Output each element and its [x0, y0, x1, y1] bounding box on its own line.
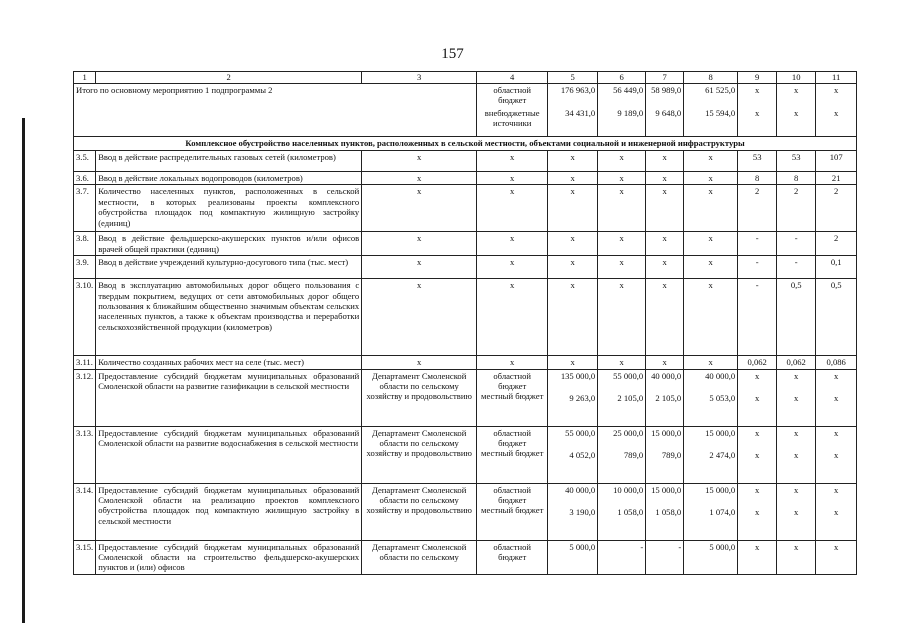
- cell-gap: [550, 438, 595, 450]
- cell-gap: [686, 552, 735, 564]
- sources-cell: [477, 540, 548, 574]
- subsidy-row: [74, 426, 857, 483]
- subsidy-c6-cell: [598, 483, 646, 540]
- subsidy-c7-cell: [646, 426, 684, 483]
- total-c8-cell: [684, 84, 738, 137]
- measure-name: Предоставление субсидий бюджетам муниципальных образований Смоленской области на строительство фельдшерско-акушерских пунктов и (или) офисов: [96, 540, 362, 574]
- indicator-c9-cell: -: [738, 232, 777, 256]
- measure-name: Предоставление субсидий бюджетам муниципальных образований Смоленской области на реализацию проектов комплексного обустройства площадок под компактную жилищную застройку в сельской местности: [96, 483, 362, 540]
- value-line: х: [794, 370, 799, 381]
- source-local-budget: местный бюджет: [481, 391, 544, 402]
- value-line: 1 058,0: [617, 507, 644, 518]
- indicator-c4-cell: х: [477, 185, 548, 232]
- indicator-c7-cell: х: [646, 185, 684, 232]
- value-line: 15 594,0: [705, 108, 736, 119]
- value-line: 55 000,0: [565, 427, 596, 438]
- row-number: 3.13.: [74, 426, 96, 483]
- indicator-c5-cell: х: [548, 151, 598, 172]
- header-number-cell: 11: [816, 72, 857, 84]
- indicator-c10-cell: 0,5: [777, 279, 816, 356]
- row-number: 3.11.: [74, 356, 96, 369]
- value-line: 15 000,0: [651, 484, 682, 495]
- value-line: 15 000,0: [705, 427, 736, 438]
- total-c9-cell: [738, 84, 777, 137]
- value-line: 55 000,0: [613, 370, 644, 381]
- indicator-c10-cell: 8: [777, 172, 816, 185]
- value-line: х: [794, 427, 799, 438]
- indicator-name: Количество созданных рабочих мест на селе (тыс. мест): [96, 356, 362, 369]
- header-number-cell: 6: [598, 72, 646, 84]
- source-regional-budget: областной бюджет: [493, 427, 531, 449]
- subsidy-c9-cell: [738, 426, 777, 483]
- value-line: х: [794, 393, 799, 404]
- cell-gap: [818, 438, 854, 450]
- indicator-c7-cell: х: [646, 172, 684, 185]
- value-line: х: [755, 108, 760, 119]
- value-line: х: [755, 427, 760, 438]
- indicator-c10-cell: 0,062: [777, 356, 816, 369]
- indicator-name: Ввод в действие учреждений культурно-досугового типа (тыс. мест): [96, 256, 362, 279]
- value-line: -: [678, 541, 682, 552]
- total-c5-cell: [548, 84, 598, 137]
- value-line: 25 000,0: [613, 427, 644, 438]
- indicator-c11-cell: 0,1: [816, 256, 857, 279]
- executor-cell: Департамент Смоленской области по сельскому хозяйству и продовольствию: [362, 369, 477, 426]
- row-number: 3.5.: [74, 151, 96, 172]
- indicator-row: [74, 172, 857, 185]
- subsidy-c10-cell: [777, 426, 816, 483]
- cell-gap: [648, 552, 681, 564]
- indicator-row: [74, 256, 857, 279]
- value-line: х: [755, 393, 760, 404]
- indicator-c9-cell: 8: [738, 172, 777, 185]
- indicator-c5-cell: х: [548, 279, 598, 356]
- value-line: 5 000,0: [709, 541, 736, 552]
- subsidy-c10-cell: [777, 369, 816, 426]
- cell-gap: [686, 495, 735, 507]
- subsidy-c5-cell: [548, 426, 598, 483]
- cell-gap: [740, 552, 774, 564]
- indicator-c5-cell: х: [548, 256, 598, 279]
- section-title: Комплексное обустройство населенных пунктов, расположенных в сельской местности, объектами социальной и инженерной инфраструктуры: [74, 137, 857, 151]
- value-line: х: [794, 85, 799, 95]
- value-line: 34 431,0: [565, 108, 596, 119]
- source-local-budget: местный бюджет: [481, 505, 544, 516]
- cell-gap: [818, 381, 854, 393]
- subsidy-c7-cell: [646, 540, 684, 574]
- indicator-row: [74, 185, 857, 232]
- indicator-name: Ввод в действие распределительных газовых сетей (километров): [96, 151, 362, 172]
- executor-cell: Департамент Смоленской области по сельскому хозяйству и продовольствию: [362, 483, 477, 540]
- value-line: 789,0: [661, 450, 682, 461]
- indicator-row: [74, 356, 857, 369]
- value-line: 789,0: [623, 450, 644, 461]
- indicator-c6-cell: х: [598, 172, 646, 185]
- source-regional-budget: областной бюджет: [493, 370, 531, 392]
- cell-gap: [779, 381, 813, 393]
- indicator-c4-cell: х: [477, 232, 548, 256]
- source-regional-budget: областной бюджет: [493, 541, 531, 563]
- subsidy-c9-cell: [738, 540, 777, 574]
- indicator-c11-cell: 21: [816, 172, 857, 185]
- indicator-c3-cell: х: [362, 279, 477, 356]
- value-line: х: [834, 370, 839, 381]
- cell-gap: [779, 552, 813, 564]
- row-number: 3.8.: [74, 232, 96, 256]
- subsidy-c6-cell: [598, 426, 646, 483]
- indicator-c11-cell: 2: [816, 232, 857, 256]
- subsidy-c5-cell: [548, 540, 598, 574]
- value-line: 40 000,0: [565, 484, 596, 495]
- value-line: 15 000,0: [705, 484, 736, 495]
- cell-gap: [550, 495, 595, 507]
- indicator-c8-cell: х: [684, 356, 738, 369]
- cell-gap: [818, 495, 854, 507]
- header-number-cell: 2: [96, 72, 362, 84]
- source-regional-budget: областной бюджет: [493, 85, 531, 106]
- cell-gap: [600, 552, 643, 564]
- cell-gap: [779, 438, 813, 450]
- value-line: х: [794, 484, 799, 495]
- header-number-cell: 7: [646, 72, 684, 84]
- cell-gap: [550, 552, 595, 564]
- measure-name: Предоставление субсидий бюджетам муниципальных образований Смоленской области на развитие водоснабжения в сельской местности: [96, 426, 362, 483]
- indicator-name: Количество населенных пунктов, расположенных в сельской местности, в которых реализованы проекты комплексного обустройства площадок под компактную жилищную застройку (единиц): [96, 185, 362, 232]
- subsidy-c10-cell: [777, 540, 816, 574]
- header-number-cell: 4: [477, 72, 548, 84]
- indicator-name: Ввод в действие фельдшерско-акушерских пунктов и/или офисов врачей общей практики (единиц): [96, 232, 362, 256]
- indicator-c3-cell: х: [362, 151, 477, 172]
- indicator-c5-cell: х: [548, 356, 598, 369]
- subsidy-c8-cell: [684, 369, 738, 426]
- indicator-c6-cell: х: [598, 279, 646, 356]
- value-line: 3 190,0: [569, 507, 596, 518]
- indicator-c7-cell: х: [646, 279, 684, 356]
- value-line: -: [640, 541, 644, 552]
- indicator-c11-cell: 0,086: [816, 356, 857, 369]
- source-local-budget: местный бюджет: [481, 448, 544, 459]
- total-c6-cell: [598, 84, 646, 137]
- subsidy-c6-cell: [598, 369, 646, 426]
- subsidy-row: [74, 369, 857, 426]
- total-c10-cell: [777, 84, 816, 137]
- indicator-c7-cell: х: [646, 232, 684, 256]
- value-line: х: [794, 507, 799, 518]
- indicator-c8-cell: х: [684, 185, 738, 232]
- indicator-c9-cell: 0,062: [738, 356, 777, 369]
- section-row: [74, 137, 857, 151]
- indicator-c6-cell: х: [598, 232, 646, 256]
- subsidy-c9-cell: [738, 483, 777, 540]
- source-extrabudgetary: внебюджетные источники: [484, 107, 540, 129]
- sources-cell: [477, 426, 548, 483]
- value-line: 135 000,0: [560, 370, 596, 381]
- value-line: х: [755, 370, 760, 381]
- value-line: х: [834, 427, 839, 438]
- value-line: х: [834, 507, 839, 518]
- value-line: х: [834, 450, 839, 461]
- indicator-name: Ввод в эксплуатацию автомобильных дорог общего пользования с твердым покрытием, ведущих от сети автомобильных дорог общего пользования к ближайшим общественно значимым объектам сельских населенных пунктов, а также к объектам производства и переработки сельскохозяйственной продукции (километров): [96, 279, 362, 356]
- value-line: х: [755, 541, 760, 552]
- indicator-c8-cell: х: [684, 232, 738, 256]
- value-line: 5 053,0: [709, 393, 736, 404]
- indicator-c4-cell: х: [477, 356, 548, 369]
- value-line: х: [834, 393, 839, 404]
- indicator-c10-cell: -: [777, 256, 816, 279]
- cell-gap: [740, 381, 774, 393]
- value-line: 56 449,0: [613, 85, 644, 95]
- cell-gap: [600, 381, 643, 393]
- value-line: 1 058,0: [655, 507, 682, 518]
- indicator-c8-cell: х: [684, 256, 738, 279]
- row-number: 3.10.: [74, 279, 96, 356]
- cell-gap: [740, 495, 774, 507]
- total-c7-cell: [646, 84, 684, 137]
- subsidy-c5-cell: [548, 369, 598, 426]
- total-label: Итого по основному мероприятию 1 подпрограммы 2: [74, 84, 477, 137]
- value-line: х: [794, 450, 799, 461]
- cell-gap: [648, 381, 681, 393]
- header-row: [74, 72, 857, 84]
- indicator-c9-cell: -: [738, 256, 777, 279]
- indicator-c6-cell: х: [598, 256, 646, 279]
- subsidy-c7-cell: [646, 483, 684, 540]
- value-line: х: [834, 484, 839, 495]
- executor-cell: Департамент Смоленской области по сельскому: [362, 540, 477, 574]
- indicator-c11-cell: 2: [816, 185, 857, 232]
- value-line: х: [834, 108, 839, 119]
- value-line: х: [755, 450, 760, 461]
- indicator-c6-cell: х: [598, 185, 646, 232]
- indicator-row: [74, 232, 857, 256]
- header-number-cell: 9: [738, 72, 777, 84]
- indicator-c10-cell: 2: [777, 185, 816, 232]
- subsidy-c5-cell: [548, 483, 598, 540]
- cell-gap: [779, 495, 813, 507]
- indicator-row: [74, 279, 857, 356]
- cell-gap: [648, 495, 681, 507]
- indicator-c9-cell: 53: [738, 151, 777, 172]
- indicator-c5-cell: х: [548, 232, 598, 256]
- cell-gap: [818, 552, 854, 564]
- sources-cell: [477, 483, 548, 540]
- indicator-c9-cell: -: [738, 279, 777, 356]
- indicator-c3-cell: х: [362, 356, 477, 369]
- indicator-c4-cell: х: [477, 172, 548, 185]
- subsidy-c8-cell: [684, 426, 738, 483]
- cell-gap: [686, 438, 735, 450]
- page-number: 157: [441, 46, 464, 62]
- indicator-c10-cell: 53: [777, 151, 816, 172]
- value-line: 5 000,0: [569, 541, 596, 552]
- indicator-c8-cell: х: [684, 151, 738, 172]
- row-number: 3.9.: [74, 256, 96, 279]
- indicator-c6-cell: х: [598, 356, 646, 369]
- row-number: 3.15.: [74, 540, 96, 574]
- indicator-c4-cell: х: [477, 256, 548, 279]
- indicator-c4-cell: х: [477, 151, 548, 172]
- subsidy-c9-cell: [738, 369, 777, 426]
- indicator-name: Ввод в действие локальных водопроводов (километров): [96, 172, 362, 185]
- value-line: х: [755, 507, 760, 518]
- value-line: 9 648,0: [655, 108, 682, 119]
- value-line: х: [794, 108, 799, 119]
- header-number-cell: 1: [74, 72, 96, 84]
- indicator-c3-cell: х: [362, 185, 477, 232]
- subsidy-c11-cell: [816, 483, 857, 540]
- indicator-c4-cell: х: [477, 279, 548, 356]
- total-row: [74, 84, 857, 137]
- value-line: 9 263,0: [569, 393, 596, 404]
- value-line: х: [834, 541, 839, 552]
- indicator-c6-cell: х: [598, 151, 646, 172]
- value-line: 61 525,0: [705, 85, 736, 95]
- indicator-c5-cell: х: [548, 172, 598, 185]
- value-line: х: [834, 85, 839, 95]
- indicator-c3-cell: х: [362, 232, 477, 256]
- header-number-cell: 8: [684, 72, 738, 84]
- value-line: 176 963,0: [560, 85, 596, 95]
- indicator-c7-cell: х: [646, 151, 684, 172]
- value-line: 2 105,0: [617, 393, 644, 404]
- value-line: 40 000,0: [651, 370, 682, 381]
- cell-gap: [600, 495, 643, 507]
- value-line: 10 000,0: [613, 484, 644, 495]
- indicator-c3-cell: х: [362, 172, 477, 185]
- subsidy-c11-cell: [816, 426, 857, 483]
- subsidy-c11-cell: [816, 540, 857, 574]
- sources-cell: [477, 369, 548, 426]
- value-line: 40 000,0: [705, 370, 736, 381]
- row-number: 3.12.: [74, 369, 96, 426]
- program-table: [73, 71, 857, 575]
- header-number-cell: 5: [548, 72, 598, 84]
- indicator-row: [74, 151, 857, 172]
- subsidy-c8-cell: [684, 483, 738, 540]
- cell-gap: [550, 381, 595, 393]
- value-line: х: [794, 541, 799, 552]
- subsidy-c6-cell: [598, 540, 646, 574]
- row-number: 3.14.: [74, 483, 96, 540]
- cell-gap: [648, 438, 681, 450]
- header-number-cell: 10: [777, 72, 816, 84]
- value-line: 9 189,0: [617, 108, 644, 119]
- indicator-c5-cell: х: [548, 185, 598, 232]
- left-margin-bar: [22, 118, 25, 623]
- value-line: 2 105,0: [655, 393, 682, 404]
- indicator-c10-cell: -: [777, 232, 816, 256]
- cell-gap: [600, 438, 643, 450]
- value-line: 1 074,0: [709, 507, 736, 518]
- indicator-c7-cell: х: [646, 356, 684, 369]
- row-number: 3.6.: [74, 172, 96, 185]
- indicator-c11-cell: 0,5: [816, 279, 857, 356]
- indicator-c7-cell: х: [646, 256, 684, 279]
- subsidy-c7-cell: [646, 369, 684, 426]
- total-sources-cell: [477, 84, 548, 137]
- row-number: 3.7.: [74, 185, 96, 232]
- executor-cell: Департамент Смоленской области по сельскому хозяйству и продовольствию: [362, 426, 477, 483]
- value-line: 58 989,0: [651, 85, 682, 95]
- value-line: х: [755, 484, 760, 495]
- value-line: 2 474,0: [709, 450, 736, 461]
- indicator-c9-cell: 2: [738, 185, 777, 232]
- value-line: х: [755, 85, 760, 95]
- subsidy-c10-cell: [777, 483, 816, 540]
- measure-name: Предоставление субсидий бюджетам муниципальных образований Смоленской области на развитие газификации в сельской местности: [96, 369, 362, 426]
- total-c11-cell: [816, 84, 857, 137]
- source-regional-budget: областной бюджет: [493, 484, 531, 506]
- header-number-cell: 3: [362, 72, 477, 84]
- indicator-c8-cell: х: [684, 172, 738, 185]
- table-body: [74, 72, 857, 575]
- subsidy-row: [74, 540, 857, 574]
- cell-gap: [740, 438, 774, 450]
- subsidy-c11-cell: [816, 369, 857, 426]
- subsidy-row: [74, 483, 857, 540]
- indicator-c11-cell: 107: [816, 151, 857, 172]
- value-line: 4 052,0: [569, 450, 596, 461]
- indicator-c3-cell: х: [362, 256, 477, 279]
- subsidy-c8-cell: [684, 540, 738, 574]
- value-line: 15 000,0: [651, 427, 682, 438]
- indicator-c8-cell: х: [684, 279, 738, 356]
- cell-gap: [686, 381, 735, 393]
